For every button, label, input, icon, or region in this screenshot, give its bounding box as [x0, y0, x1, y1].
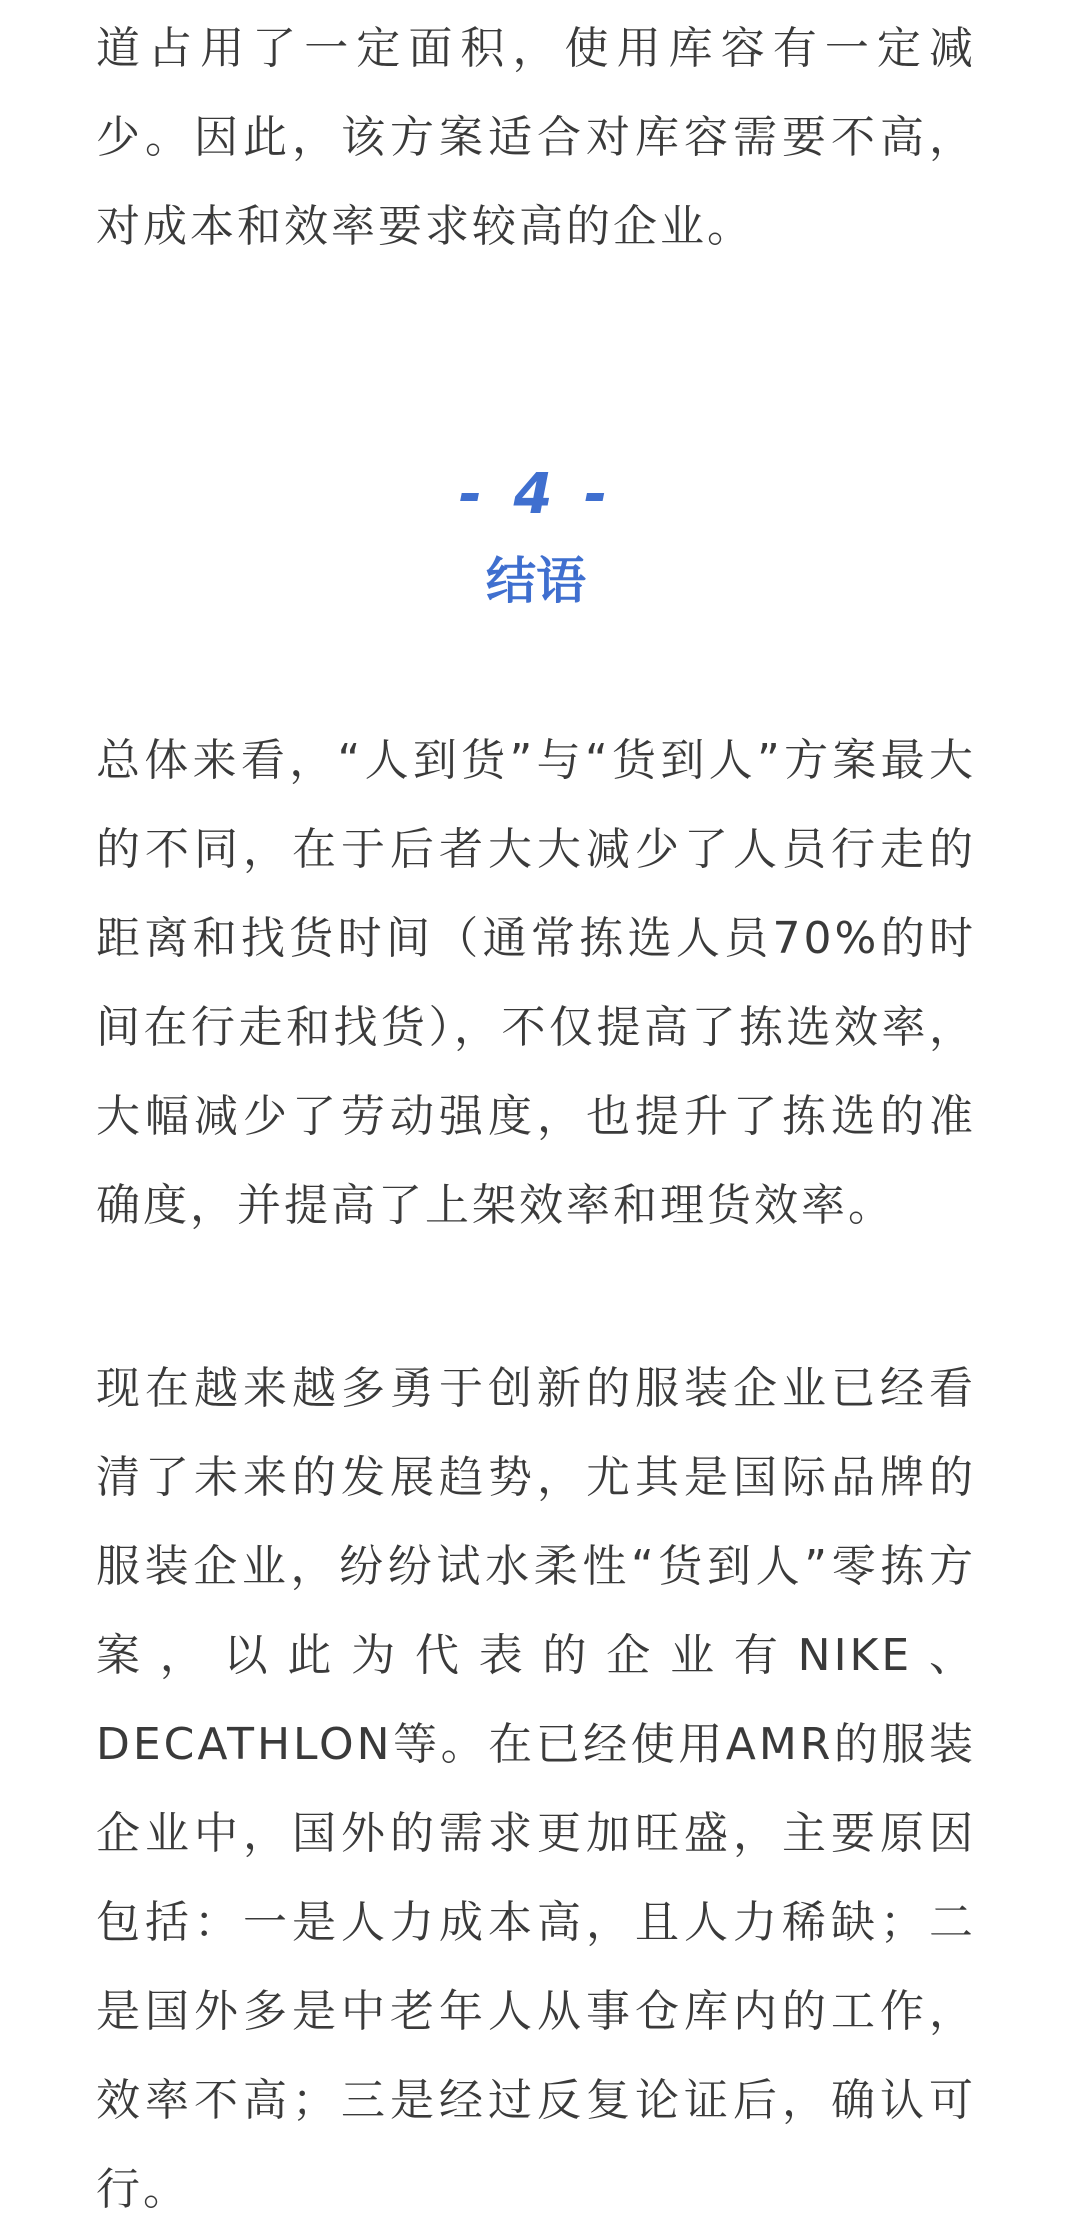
section-number: - 4 - [458, 462, 614, 527]
intro-paragraph: 道占用了一定面积，使用库容有一定减少。因此，该方案适合对库容需要不高，对成本和效率要求较高的企业。 [96, 23, 976, 252]
section-heading [96, 455, 976, 621]
section-title: 结语 [486, 552, 586, 610]
conclusion-paragraph-1: 总体来看，“人到货”与“货到人”方案最大的不同，在于后者大大减少了人员行走的距离和找货时间（通常拣选人员70%的时间在行走和找货），不仅提高了拣选效率，大幅减少了劳动强度，也提升了拣选的准确度，并提高了上架效率和理货效率。 [96, 735, 976, 1231]
conclusion-paragraph-2: 现在越来越多勇于创新的服装企业已经看清了未来的发展趋势，尤其是国际品牌的服装企业，纷纷试水柔性“货到人”零拣方案，以此为代表的企业有NIKE、DECATHLON等。在已经使用AMR的服装企业中，国外的需求更加旺盛，主要原因包括：一是人力成本高，且人力稀缺；二是国外多是中老年人从事仓库内的工作，效率不高；三是经过反复论证后，确认可行。 [96, 1363, 976, 2215]
